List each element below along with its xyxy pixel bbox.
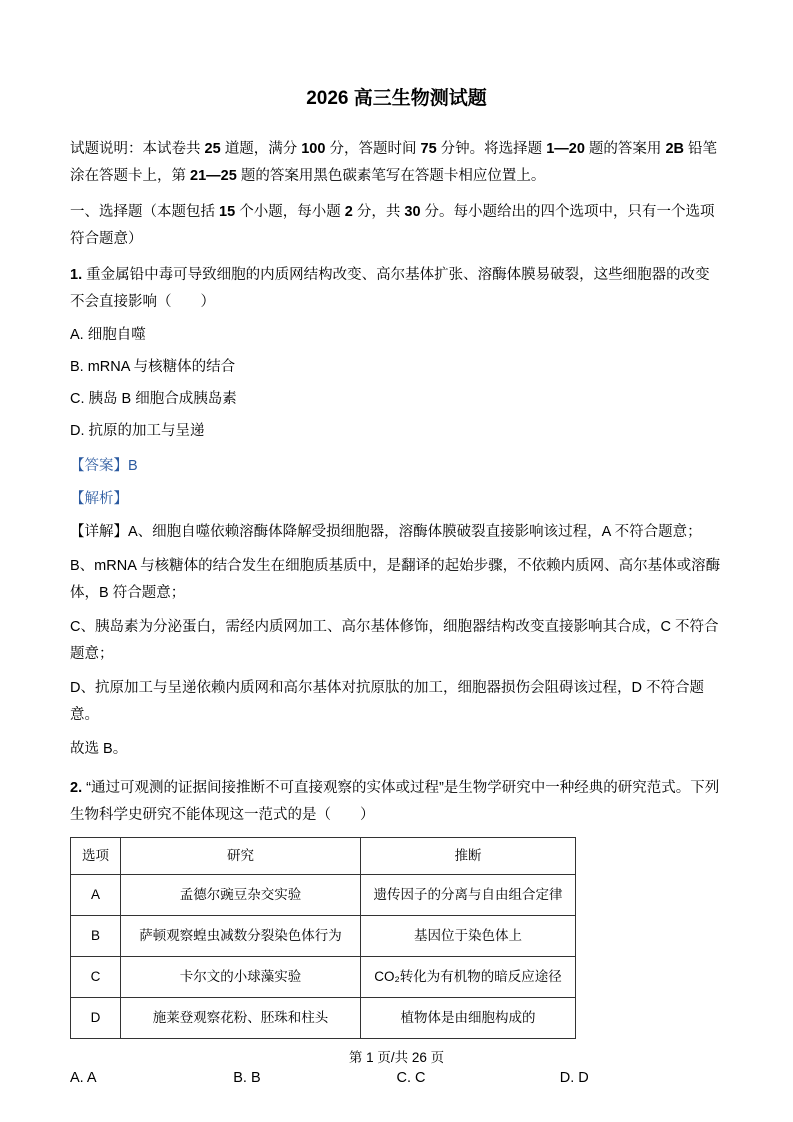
text-run: 分，答题时间	[325, 141, 421, 157]
question-1-detail-d: D、抗原加工与呈递依赖内质网和高尔基体对抗原肽的加工，细胞器损伤会阻碍该过程，D 不符合题意。	[70, 680, 704, 723]
table-header-research: 研究	[121, 838, 361, 875]
question-1-option-a: A. 细胞自噬	[70, 327, 146, 343]
text-run: 75	[420, 141, 437, 157]
text-run: 1—20	[546, 141, 585, 157]
table-cell: B	[71, 916, 121, 957]
question-2-option-d: D. D	[559, 1070, 589, 1086]
table-header-row	[71, 838, 576, 875]
text-run: 25	[204, 141, 221, 157]
table-cell: CO₂转化为有机物的暗反应途径	[361, 957, 576, 998]
table-header-inference: 推断	[361, 838, 576, 875]
table-cell: 萨顿观察蝗虫减数分裂染色体行为	[121, 916, 361, 957]
question-1-option-b: B. mRNA 与核糖体的结合	[70, 359, 236, 375]
question-2-option-a: A. A	[70, 1070, 97, 1086]
document-title: 2026 高三生物测试题	[306, 88, 487, 109]
text-run: 题的答案用黑色碳素笔写在答题卡相应位置上。	[236, 168, 546, 184]
text-run: 2B	[665, 141, 685, 157]
text-run: 重金属铅中毒可导致细胞的内质网结构改变、高尔基体扩张、溶酶体膜易破裂，这些细胞器的改变不会直接影响（ ）	[70, 267, 710, 310]
table-cell: 遗传因子的分离与自由组合定律	[361, 875, 576, 916]
page-footer: 第 1 页/共 26 页	[348, 1050, 445, 1065]
question-1-detail-c: C、胰岛素为分泌蛋白，需经内质网加工、高尔基体修饰，细胞器结构改变直接影响其合成，C 不符合题意；	[70, 619, 719, 662]
question-2-option-b: B. B	[233, 1070, 261, 1086]
text-run: 2.	[70, 780, 83, 796]
text-run: 题的答案用	[584, 141, 666, 157]
text-run: 一、选择题（本题包括	[70, 204, 220, 220]
question-1-detail-a: 【详解】A、细胞自噬依赖溶酶体降解受损细胞器，溶酶体膜破裂直接影响该过程，A 不符合题意；	[70, 524, 702, 540]
table-cell: C	[71, 957, 121, 998]
text-run: 铅笔涂在答题卡上，第	[70, 141, 718, 184]
question-1-detail-b: B、mRNA 与核糖体的结合发生在细胞质基质中，是翻译的起始步骤，不依赖内质网、高尔基体或溶酶体，B 符合题意；	[70, 558, 721, 601]
question-1-answer: 【答案】B	[70, 458, 138, 474]
table-cell: 基因位于染色体上	[361, 916, 576, 957]
table-header-option: 选项	[71, 838, 121, 875]
table-cell: 卡尔文的小球藻实验	[121, 957, 361, 998]
table-row	[71, 998, 576, 1039]
text-run: 1.	[70, 267, 83, 283]
exam-instructions	[70, 136, 723, 190]
question-2-table	[70, 837, 576, 1039]
question-1-conclusion: 故选 B。	[70, 741, 128, 757]
table-cell: 植物体是由细胞构成的	[361, 998, 576, 1039]
question-2-option-c: C. C	[396, 1070, 426, 1086]
text-run: 30	[404, 204, 421, 220]
question-2-stem	[70, 775, 723, 829]
table-cell: A	[71, 875, 121, 916]
table-cell: 孟德尔豌豆杂交实验	[121, 875, 361, 916]
text-run: 试题说明：本试卷共	[70, 141, 205, 157]
text-run: 个小题，每小题	[235, 204, 345, 220]
text-run: 分，共	[352, 204, 405, 220]
text-run: 21—25	[190, 168, 237, 184]
table-cell: 施莱登观察花粉、胚珠和柱头	[121, 998, 361, 1039]
question-1-analysis-label: 【解析】	[70, 491, 128, 507]
text-run: 100	[301, 141, 326, 157]
text-run: 15	[219, 204, 236, 220]
question-1-option-d: D. 抗原的加工与呈递	[70, 423, 205, 439]
question-2-options-row	[70, 1065, 723, 1092]
text-run: 分钟。将选择题	[436, 141, 547, 157]
table-cell: D	[71, 998, 121, 1039]
question-1-option-c: C. 胰岛 B 细胞合成胰岛素	[70, 391, 237, 407]
table-row	[71, 875, 576, 916]
question-1-stem	[70, 262, 723, 316]
text-run: 道题，满分	[220, 141, 302, 157]
text-run: 2	[344, 204, 353, 220]
text-run: “通过可观测的证据间接推断不可直接观察的实体或过程”是生物学研究中一种经典的研究范式。下列生物科学史研究不能体现这一范式的是（ ）	[70, 780, 720, 823]
table-row	[71, 957, 576, 998]
section-heading	[70, 199, 723, 253]
text-run: 分。每小题给出的四个选项中，只有一个选项符合题意）	[70, 204, 715, 247]
table-row	[71, 916, 576, 957]
